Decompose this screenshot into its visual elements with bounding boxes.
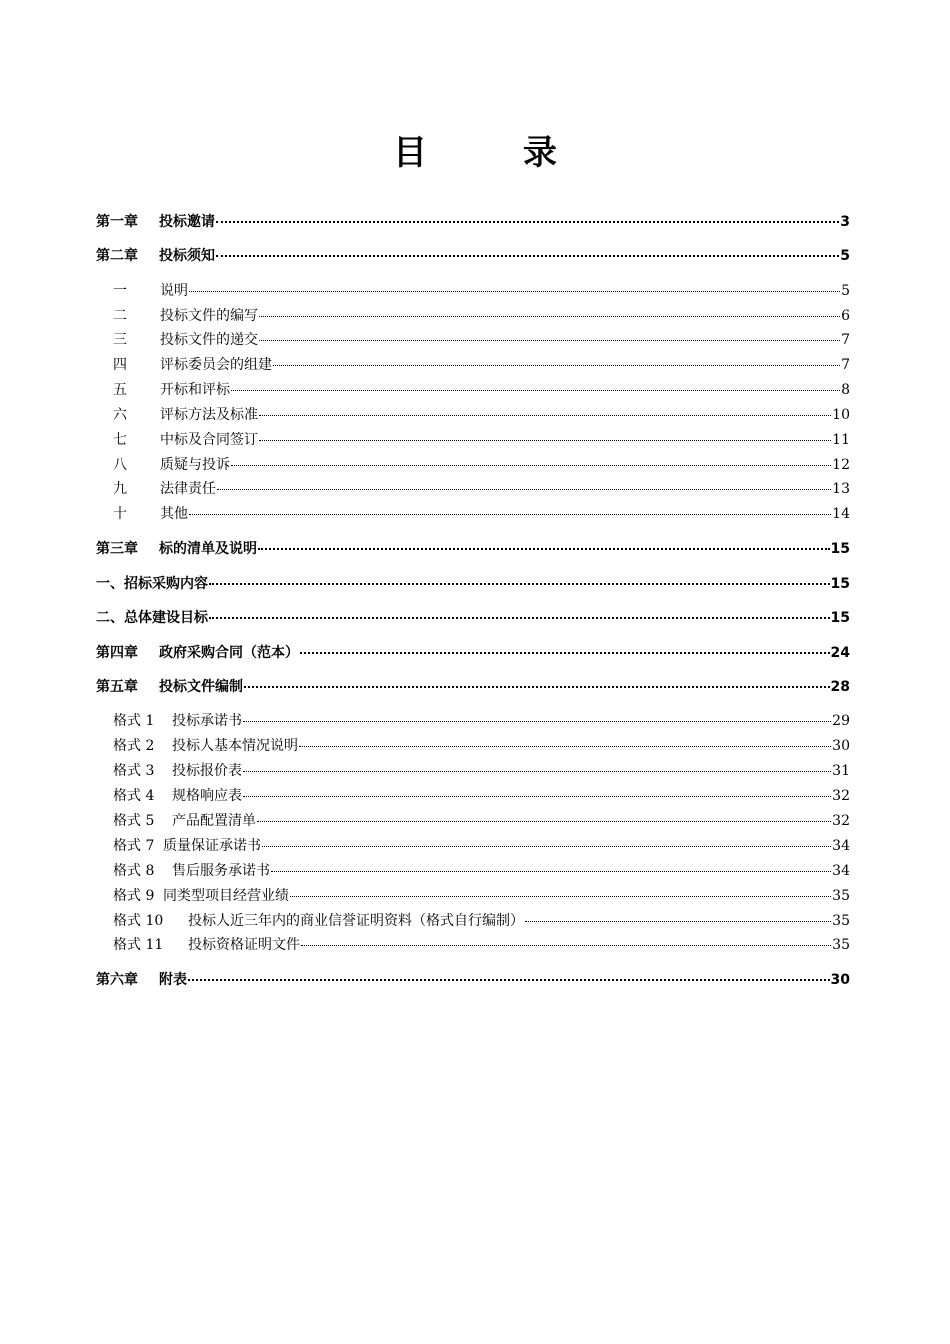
toc-entry-page: 28 bbox=[830, 679, 850, 695]
dot-leader bbox=[259, 339, 840, 341]
dot-leader bbox=[243, 795, 831, 797]
toc-entry-label: 评标委员会的组建 bbox=[160, 357, 272, 373]
toc-entry-section[interactable] bbox=[113, 429, 850, 451]
dot-leader bbox=[189, 513, 831, 515]
toc-entry-label: 法律责任 bbox=[160, 481, 216, 497]
title-char-1: 目 bbox=[393, 133, 427, 173]
toc-entry-page: 35 bbox=[832, 888, 850, 904]
toc-entry-part-2[interactable] bbox=[96, 607, 850, 629]
dot-leader bbox=[271, 870, 831, 872]
toc-entry-page: 11 bbox=[832, 432, 850, 448]
dot-leader bbox=[259, 315, 840, 317]
dot-leader bbox=[243, 770, 831, 772]
toc-entry-page: 15 bbox=[830, 610, 850, 626]
toc-entry-format[interactable] bbox=[113, 835, 850, 857]
dot-leader bbox=[259, 439, 831, 441]
toc-entry-label: 投标文件的递交 bbox=[160, 332, 258, 348]
toc-entry-format[interactable] bbox=[113, 910, 850, 932]
toc-entry-number: 八 bbox=[113, 457, 127, 473]
toc-entry-label: 投标人近三年内的商业信誉证明资料（格式自行编制） bbox=[188, 913, 524, 929]
dot-leader bbox=[290, 895, 831, 897]
dot-leader bbox=[525, 920, 831, 922]
toc-entry-page: 34 bbox=[832, 863, 850, 879]
toc-entry-format[interactable] bbox=[113, 885, 850, 907]
dot-leader bbox=[216, 220, 839, 223]
toc-entry-number: 格式 2 bbox=[113, 738, 155, 754]
toc-entry-format[interactable] bbox=[113, 934, 850, 956]
toc-entry-section[interactable] bbox=[113, 280, 850, 302]
toc-entry-format[interactable] bbox=[113, 710, 850, 732]
dot-leader bbox=[244, 685, 830, 688]
toc-entry-label: 附表 bbox=[159, 972, 187, 988]
toc-entry-chapter-4[interactable] bbox=[96, 642, 850, 664]
toc-entry-page: 34 bbox=[832, 838, 850, 854]
toc-entry-page: 3 bbox=[840, 214, 850, 230]
toc-entry-number: 一 bbox=[113, 283, 127, 299]
toc-entry-page: 5 bbox=[840, 248, 850, 264]
toc-entry-section[interactable] bbox=[113, 305, 850, 327]
dot-leader bbox=[209, 616, 830, 619]
toc-entry-label: 一、招标采购内容 bbox=[96, 576, 208, 592]
toc-entry-section[interactable] bbox=[113, 404, 850, 426]
toc-entry-number: 格式 8 bbox=[113, 863, 155, 879]
toc-entry-label: 质疑与投诉 bbox=[160, 457, 230, 473]
toc-entry-number: 格式 9 bbox=[113, 888, 155, 904]
toc-entry-number: 格式 1 bbox=[113, 713, 155, 729]
title-char-2: 录 bbox=[523, 133, 557, 173]
toc-entry-number: 格式 11 bbox=[113, 937, 164, 953]
toc-entry-page: 15 bbox=[830, 541, 850, 557]
dot-leader bbox=[299, 745, 831, 747]
dot-leader bbox=[262, 845, 831, 847]
toc-entry-page: 32 bbox=[832, 788, 850, 804]
toc-entry-page: 8 bbox=[841, 382, 850, 398]
dot-leader bbox=[216, 254, 839, 257]
toc-entry-page: 10 bbox=[832, 407, 850, 423]
dot-leader bbox=[258, 547, 830, 550]
toc-entry-number: 六 bbox=[113, 407, 127, 423]
toc-entry-page: 6 bbox=[841, 308, 850, 324]
toc-entry-section[interactable] bbox=[113, 503, 850, 525]
toc-entry-page: 35 bbox=[832, 937, 850, 953]
toc-entry-section[interactable] bbox=[113, 478, 850, 500]
toc-entry-label: 投标文件编制 bbox=[159, 679, 243, 695]
toc-entry-number: 二 bbox=[113, 308, 127, 324]
toc-entry-label: 产品配置清单 bbox=[172, 813, 256, 829]
toc-entry-page: 24 bbox=[830, 645, 850, 661]
toc-entry-number: 第六章 bbox=[96, 972, 138, 988]
dot-leader bbox=[217, 488, 831, 490]
toc-entry-section[interactable] bbox=[113, 379, 850, 401]
toc-entry-section[interactable] bbox=[113, 329, 850, 351]
toc-entry-label: 投标人基本情况说明 bbox=[172, 738, 298, 754]
toc-entry-chapter-1[interactable] bbox=[96, 211, 850, 233]
dot-leader bbox=[209, 582, 830, 585]
dot-leader bbox=[273, 364, 840, 366]
toc-entry-label: 投标资格证明文件 bbox=[188, 937, 300, 953]
toc-entry-label: 政府采购合同（范本） bbox=[159, 645, 299, 661]
toc-entry-number: 第三章 bbox=[96, 541, 138, 557]
toc-entry-label: 投标报价表 bbox=[172, 763, 242, 779]
toc-entry-page: 30 bbox=[830, 972, 850, 988]
toc-entry-number: 七 bbox=[113, 432, 127, 448]
toc-entry-label: 售后服务承诺书 bbox=[172, 863, 270, 879]
dot-leader bbox=[188, 978, 830, 981]
toc-entry-label: 评标方法及标准 bbox=[160, 407, 258, 423]
toc-entry-label: 投标文件的编写 bbox=[160, 308, 258, 324]
toc-entry-number: 第二章 bbox=[96, 248, 138, 264]
toc-entry-chapter-5[interactable] bbox=[96, 676, 850, 698]
toc-entry-label: 投标承诺书 bbox=[172, 713, 242, 729]
toc-entry-page: 30 bbox=[832, 738, 850, 754]
toc-entry-page: 29 bbox=[832, 713, 850, 729]
toc-entry-chapter-2[interactable] bbox=[96, 245, 850, 267]
toc-entry-number: 格式 10 bbox=[113, 913, 164, 929]
toc-entry-number: 第一章 bbox=[96, 214, 138, 230]
toc-entry-number: 格式 5 bbox=[113, 813, 155, 829]
dot-leader bbox=[231, 464, 831, 466]
toc-entry-page: 13 bbox=[832, 481, 850, 497]
toc-entry-number: 格式 7 bbox=[113, 838, 155, 854]
toc-entry-label: 同类型项目经营业绩 bbox=[163, 888, 289, 904]
toc-entry-page: 7 bbox=[841, 357, 850, 373]
dot-leader bbox=[300, 651, 830, 654]
toc-entry-label: 说明 bbox=[160, 283, 188, 299]
toc-entry-label: 标的清单及说明 bbox=[159, 541, 257, 557]
toc-entry-number: 九 bbox=[113, 481, 127, 497]
toc-entry-number: 第五章 bbox=[96, 679, 138, 695]
dot-leader bbox=[259, 414, 831, 416]
toc-entry-number: 第四章 bbox=[96, 645, 138, 661]
dot-leader bbox=[301, 944, 831, 946]
dot-leader bbox=[243, 720, 831, 722]
toc-entry-chapter-3[interactable] bbox=[96, 538, 850, 560]
toc-entry-number: 十 bbox=[113, 506, 127, 522]
toc-entry-number: 四 bbox=[113, 357, 127, 373]
toc-entry-page: 12 bbox=[832, 457, 850, 473]
toc-entry-format[interactable] bbox=[113, 810, 850, 832]
toc-entry-label: 二、总体建设目标 bbox=[96, 610, 208, 626]
toc-entry-label: 投标须知 bbox=[159, 248, 215, 264]
toc-entry-format[interactable] bbox=[113, 860, 850, 882]
toc-entry-number: 三 bbox=[113, 332, 127, 348]
dot-leader bbox=[189, 290, 840, 292]
toc-entry-page: 15 bbox=[830, 576, 850, 592]
toc-entry-label: 质量保证承诺书 bbox=[163, 838, 261, 854]
toc-entry-label: 其他 bbox=[160, 506, 188, 522]
toc-entry-page: 32 bbox=[832, 813, 850, 829]
page-title bbox=[0, 128, 950, 178]
toc-entry-format[interactable] bbox=[113, 760, 850, 782]
toc-entry-number: 五 bbox=[113, 382, 127, 398]
toc-entry-chapter-6[interactable] bbox=[96, 969, 850, 991]
toc-entry-label: 开标和评标 bbox=[160, 382, 230, 398]
toc-entry-part-1[interactable] bbox=[96, 573, 850, 595]
toc-entry-format[interactable] bbox=[113, 785, 850, 807]
toc-entry-label: 投标邀请 bbox=[159, 214, 215, 230]
toc-entry-section[interactable] bbox=[113, 354, 850, 376]
toc-entry-page: 35 bbox=[832, 913, 850, 929]
toc-entry-label: 规格响应表 bbox=[172, 788, 242, 804]
toc-entry-number: 格式 4 bbox=[113, 788, 155, 804]
dot-leader bbox=[257, 820, 831, 822]
toc-entry-page: 14 bbox=[832, 506, 850, 522]
dot-leader bbox=[231, 389, 840, 391]
toc-entry-page: 31 bbox=[832, 763, 850, 779]
toc-entry-section[interactable] bbox=[113, 454, 850, 476]
toc-entry-label: 中标及合同签订 bbox=[160, 432, 258, 448]
toc-entry-number: 格式 3 bbox=[113, 763, 155, 779]
toc-entry-format[interactable] bbox=[113, 735, 850, 757]
toc-entry-page: 7 bbox=[841, 332, 850, 348]
toc-entry-page: 5 bbox=[841, 283, 850, 299]
